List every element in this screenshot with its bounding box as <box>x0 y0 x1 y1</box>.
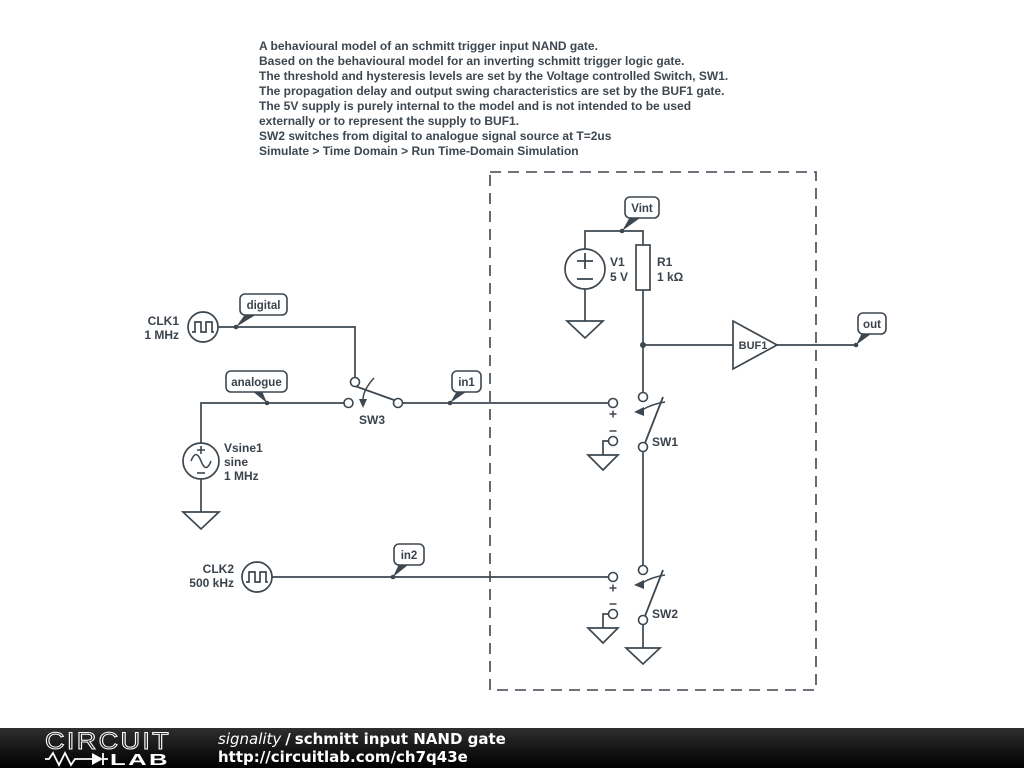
clk1-source[interactable] <box>144 312 218 342</box>
flag-label: out <box>863 319 881 331</box>
v1-source[interactable] <box>565 249 628 289</box>
flag-anchor-dot <box>620 229 625 234</box>
switch-blade <box>352 385 394 400</box>
sw1-ref-label: SW1 <box>652 435 679 449</box>
v1-value-label: 5 V <box>610 270 629 284</box>
arrowhead-icon <box>634 407 644 416</box>
sw1-switch[interactable] <box>609 393 679 452</box>
buf1-ref-label: BUF1 <box>738 340 768 352</box>
sw3-ref-label: SW3 <box>359 413 386 427</box>
r1-value-label: 1 kΩ <box>657 270 684 284</box>
description-line: The threshold and hysteresis levels are set by the Voltage controlled Switch, SW1. <box>259 69 729 83</box>
arrowhead-icon <box>359 399 367 408</box>
wire-clk1-to-sw3 <box>218 327 355 377</box>
ground-symbol <box>567 289 603 338</box>
flag-label: digital <box>246 300 281 312</box>
circuit-title-line <box>218 730 506 748</box>
plus-icon <box>610 585 617 592</box>
circuit-url[interactable]: http://circuitlab.com/ch7q43e <box>218 748 468 766</box>
author-name: signality <box>218 730 282 748</box>
clk2-value-label: 500 kHz <box>189 576 234 590</box>
sw3-switch[interactable] <box>344 378 403 428</box>
clk2-ref-label: CLK2 <box>202 562 234 576</box>
flag-out[interactable] <box>854 313 886 347</box>
clk1-value-label: 1 MHz <box>144 328 179 342</box>
flag-vint[interactable] <box>620 197 659 233</box>
footer-byline <box>218 730 506 766</box>
switch-arrow <box>642 402 665 410</box>
flag-in1[interactable] <box>448 371 481 405</box>
footer-bar <box>0 728 1024 768</box>
plus-icon <box>610 411 617 418</box>
sw2-ref-label: SW2 <box>652 607 679 621</box>
clk2-source[interactable] <box>189 562 272 592</box>
net-flags <box>226 197 886 579</box>
buf1-buffer[interactable] <box>733 321 777 369</box>
flag-anchor-dot <box>854 343 859 348</box>
description-line: Based on the behavioural model for an inverting schmitt trigger logic gate. <box>259 54 685 68</box>
wire-analogue <box>201 403 344 443</box>
clk1-ref-label: CLK1 <box>147 314 179 328</box>
description-line: externally or to represent the supply to BUF1. <box>259 114 520 128</box>
flag-tail <box>622 217 640 231</box>
flag-tail <box>393 564 408 577</box>
ground-symbol <box>183 479 219 529</box>
circuitlab-logo[interactable] <box>44 730 176 768</box>
flag-anchor-dot <box>234 325 239 330</box>
flag-label: in1 <box>458 377 475 389</box>
flag-anchor-dot <box>448 401 453 406</box>
logo-circuit-text: CIRCUIT <box>45 730 171 755</box>
v1-ref-label: V1 <box>610 255 625 269</box>
separator: / <box>285 730 291 748</box>
flag-label: in2 <box>400 550 418 562</box>
description-line: SW2 switches from digital to analogue signal source at T=2us <box>259 129 612 143</box>
wires <box>201 231 856 648</box>
wire-v1-to-r1 <box>585 231 643 249</box>
sw2-switch[interactable] <box>609 566 679 625</box>
r1-resistor[interactable] <box>636 245 684 290</box>
vsine1-param-label: sine <box>224 455 249 469</box>
r1-ref-label: R1 <box>657 255 673 269</box>
arrowhead-icon <box>634 580 644 589</box>
flag-anchor-dot <box>391 575 396 580</box>
flag-label: analogue <box>231 377 282 389</box>
flag-analogue[interactable] <box>226 371 287 405</box>
description-line: The propagation delay and output swing characteristics are set by the BUF1 gate. <box>259 84 725 98</box>
switch-arrow <box>642 575 665 583</box>
flag-digital[interactable] <box>234 294 287 329</box>
junction-dot <box>640 342 646 348</box>
vsine1-value-label: 1 MHz <box>224 469 259 483</box>
flag-in2[interactable] <box>391 544 424 579</box>
circuit-title: schmitt input NAND gate <box>294 730 506 748</box>
description-line: A behavioural model of an schmitt trigger input NAND gate. <box>259 39 598 53</box>
flag-label: Vint <box>631 203 653 215</box>
vsine1-source[interactable] <box>183 441 263 483</box>
flag-anchor-dot <box>265 401 270 406</box>
logo-lab-text: LAB <box>110 752 170 768</box>
description-line: Simulate > Time Domain > Run Time-Domain Simulation <box>259 144 579 158</box>
ground-symbol <box>626 648 660 664</box>
description-line: The 5V supply is purely internal to the model and is not intended to be used <box>259 99 692 113</box>
vsine1-ref-label: Vsine1 <box>224 441 263 455</box>
